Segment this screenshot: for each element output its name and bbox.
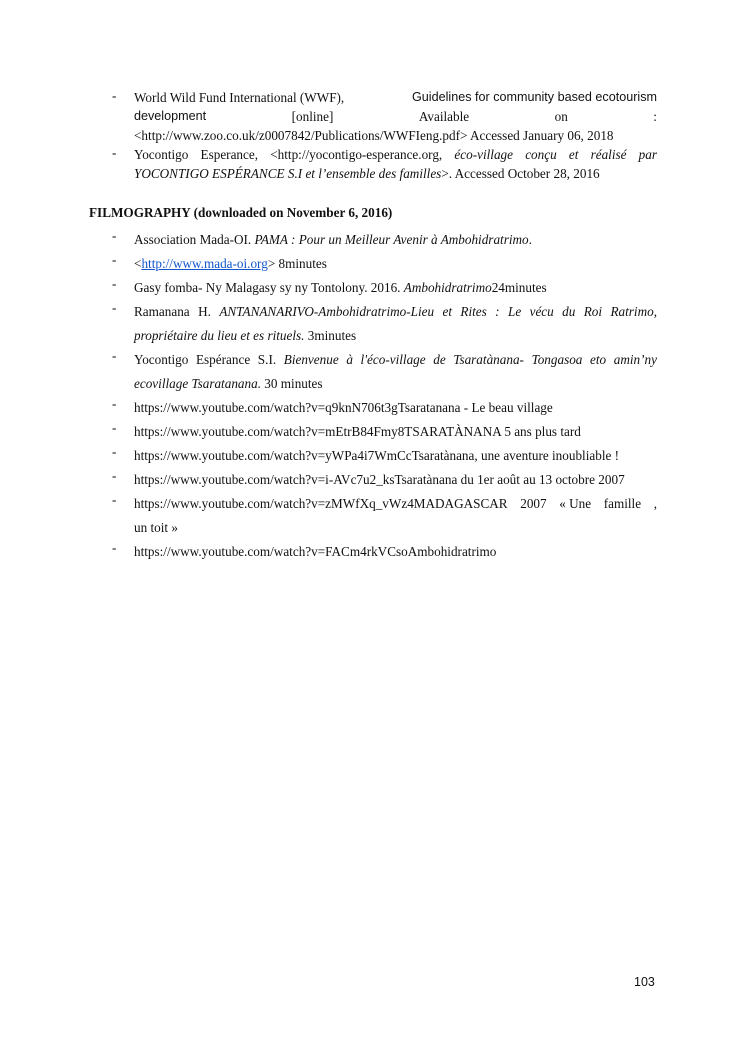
list-dash: - xyxy=(112,228,117,243)
reference-item xyxy=(112,88,657,145)
list-dash: - xyxy=(112,444,117,459)
list-dash: - xyxy=(112,300,117,315)
list-dash: - xyxy=(112,252,117,267)
list-item: - https://www.youtube.com/watch?v=FACm4rkVCsoAmbohidratrimo xyxy=(112,540,497,559)
list-item: - https://www.youtube.com/watch?v=i-AVc7u2_ksTsaratànana du 1er août au 13 octobre 2007 xyxy=(112,468,625,487)
list-dash: - xyxy=(112,348,117,363)
reference-line: development [online] Available on : xyxy=(134,109,657,124)
list-dash: - xyxy=(112,396,117,411)
list-dash: - xyxy=(112,468,117,483)
list-item: - Association Mada-OI. PAMA : Pour un Meilleur Avenir à Ambohidratrimo. xyxy=(112,228,532,247)
list-item: - https://www.youtube.com/watch?v=yWPa4i7WmCcTsaratànana, une aventure inoubliable ! xyxy=(112,444,620,463)
list-dash: - xyxy=(112,492,117,507)
list-item: - <http://www.mada-oi.org> 8minutes xyxy=(112,252,327,271)
list-item: - Gasy fomba- Ny Malagasy sy ny Tontolony. 2016. Ambohidratrimo24minutes xyxy=(112,276,547,295)
list-dash: - xyxy=(112,88,117,103)
mada-oi-link[interactable]: http://www.mada-oi.org xyxy=(141,256,268,271)
list-item: - Ramanana H. ANTANANARIVO-Ambohidratrimo-Lieu et Rites : Le vécu du Roi Ratrimo, propriétaire du lieu et es rituels. 3minutes xyxy=(112,300,658,343)
list-item: - https://www.youtube.com/watch?v=mEtrB84Fmy8TSARATÀNANA 5 ans plus tard xyxy=(112,420,581,439)
reference-item xyxy=(112,145,657,183)
reference-url-line: <http://www.zoo.co.uk/z0007842/Publications/WWFIeng.pdf> Accessed January 06, 2018 xyxy=(134,128,614,143)
list-dash: - xyxy=(112,145,117,160)
page-number: 103 xyxy=(634,975,655,989)
list-dash: - xyxy=(112,540,117,555)
filmography-heading: FILMOGRAPHY (downloaded on November 6, 2016) xyxy=(89,205,393,220)
reference-line: World Wild Fund International (WWF), Guidelines for community based ecotourism xyxy=(134,90,657,105)
list-item: - Yocontigo Espérance S.I. Bienvenue à l'éco-village de Tsaratànana- Tongasoa eto amin’ny ecovillage Tsaratanana. 30 minutes xyxy=(112,348,657,391)
list-item: - https://www.youtube.com/watch?v=zMWfXq_vWz4MADAGASCAR 2007 « Une famille , un toit » xyxy=(112,492,657,535)
list-item: - https://www.youtube.com/watch?v=q9knN706t3gTsaratanana - Le beau village xyxy=(112,396,553,415)
list-dash: - xyxy=(112,420,117,435)
reference-text: Yocontigo Esperance, <http://yocontigo-esperance.org, éco-village conçu et réalisé par YOCONTIGO ESPÉRANCE S.I et l’ensemble des familles>. Accessed October 28, 2016 xyxy=(134,147,658,181)
list-dash: - xyxy=(112,276,117,291)
